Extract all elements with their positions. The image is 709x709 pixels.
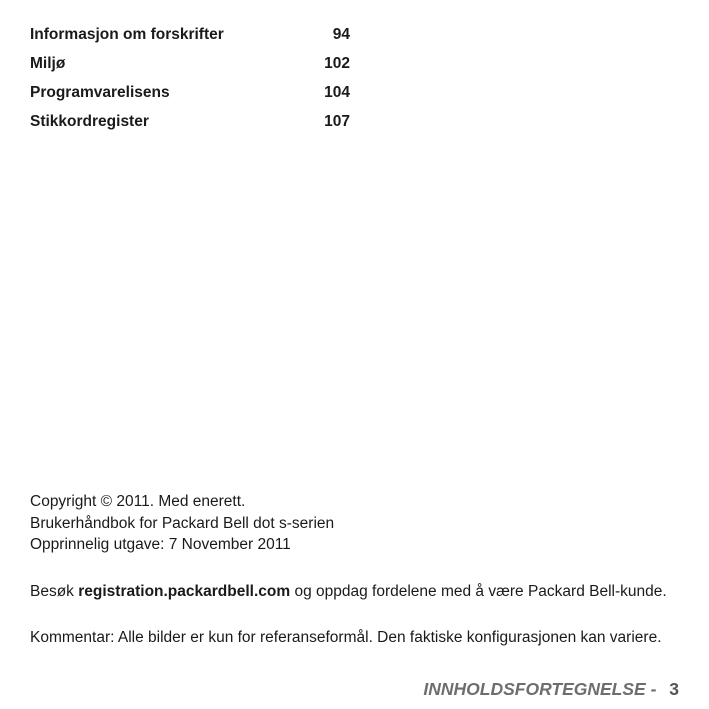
toc-entry-page: 102 bbox=[324, 55, 350, 72]
toc-entry-environment[interactable] bbox=[30, 53, 350, 82]
toc-entry-title: Informasjon om forskrifter bbox=[30, 26, 224, 43]
note-paragraph: Kommentar: Alle bilder er kun for referanseformål. Den faktiske konfigurasjonen kan variere. bbox=[30, 629, 662, 646]
copyright-line: Copyright © 2011. Med enerett. bbox=[30, 493, 246, 510]
registration-paragraph bbox=[30, 581, 680, 603]
toc-entry-page: 94 bbox=[332, 26, 350, 43]
registration-prefix: Besøk bbox=[30, 583, 79, 600]
registration-suffix: og oppdag fordelene med å være Packard Bell-kunde. bbox=[290, 583, 667, 600]
registration-link[interactable]: registration.packardbell.com bbox=[78, 583, 291, 600]
toc-entry-index[interactable] bbox=[30, 111, 350, 140]
toc-entry-page: 104 bbox=[324, 84, 350, 101]
toc-entry-title: Programvarelisens bbox=[30, 84, 170, 101]
footer-section-title: INNHOLDSFORTEGNELSE - bbox=[423, 679, 662, 699]
toc-entry-software-license[interactable] bbox=[30, 82, 350, 111]
manual-title-line: Brukerhåndbok for Packard Bell dot s-serien bbox=[30, 514, 335, 532]
toc-entry-title: Miljø bbox=[30, 55, 66, 72]
edition-line: Opprinnelig utgave: 7 November 2011 bbox=[30, 536, 291, 553]
table-of-contents bbox=[30, 24, 350, 140]
page-footer bbox=[423, 679, 679, 700]
toc-entry-page: 107 bbox=[324, 113, 350, 130]
toc-entry-regulatory[interactable] bbox=[30, 24, 350, 53]
footer-page-number: 3 bbox=[669, 679, 679, 699]
copyright-block bbox=[30, 491, 334, 556]
toc-entry-title: Stikkordregister bbox=[30, 113, 149, 130]
